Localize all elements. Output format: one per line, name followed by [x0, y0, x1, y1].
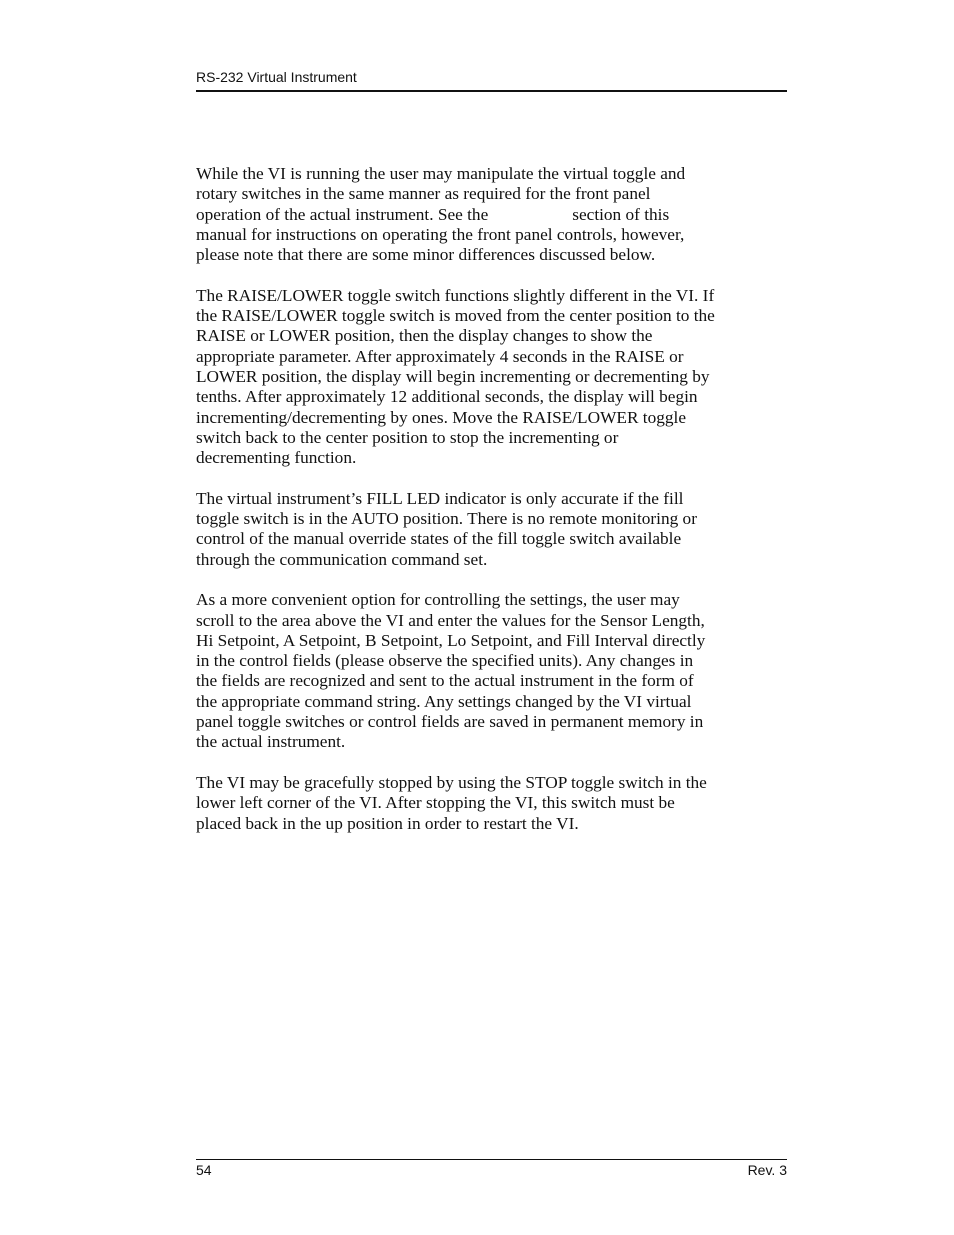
page-footer: [196, 1159, 787, 1183]
header-title: RS-232 Virtual Instrument: [196, 69, 357, 85]
text-fragment: section of this: [572, 204, 670, 224]
text-fragment: operation of the actual instrument. See the: [196, 204, 489, 224]
text-line: appropriate parameter. After approximately 4 seconds in the RAISE or: [196, 346, 684, 366]
text-line: scroll to the area above the VI and enter the values for the Sensor Length,: [196, 610, 705, 630]
text-line: the appropriate command string. Any settings changed by the VI virtual: [196, 691, 692, 711]
text-line: please note that there are some minor differences discussed below.: [196, 245, 656, 265]
page-header: [196, 68, 787, 92]
page-number: 54: [196, 1162, 212, 1178]
text-line: through the communication command set.: [196, 549, 488, 569]
text-line: the fields are recognized and sent to the actual instrument in the form of: [196, 671, 694, 691]
paragraph-fill-led: [196, 489, 796, 570]
paragraph-control-fields: [196, 590, 796, 752]
text-line: LOWER position, the display will begin incrementing or decrementing by: [196, 366, 710, 386]
text-line: The VI may be gracefully stopped by using the STOP toggle switch in the: [196, 772, 707, 792]
text-line: Hi Setpoint, A Setpoint, B Setpoint, Lo Setpoint, and Fill Interval directly: [196, 630, 706, 650]
paragraph-vi-running: [196, 164, 796, 265]
text-line: RAISE or LOWER position, then the display changes to show the: [196, 326, 653, 346]
text-line: incrementing/decrementing by ones. Move the RAISE/LOWER toggle: [196, 407, 687, 427]
paragraph-stop-vi: [196, 773, 796, 834]
text-line: panel toggle switches or control fields are saved in permanent memory in: [196, 712, 704, 732]
text-line: toggle switch is in the AUTO position. There is no remote monitoring or: [196, 509, 697, 529]
text-line: rotary switches in the same manner as required for the front panel: [196, 184, 651, 204]
text-line: placed back in the up position in order to restart the VI.: [196, 813, 579, 833]
text-line: As a more convenient option for controlling the settings, the user may: [196, 590, 680, 610]
text-line: the RAISE/LOWER toggle switch is moved from the center position to the: [196, 306, 715, 326]
text-line: The virtual instrument’s FILL LED indicator is only accurate if the fill: [196, 488, 684, 508]
text-line: While the VI is running the user may manipulate the virtual toggle and: [196, 164, 686, 183]
text-line: tenths. After approximately 12 additional seconds, the display will begin: [196, 387, 698, 407]
paragraph-raise-lower: [196, 286, 796, 469]
text-line: manual for instructions on operating the front panel controls, however,: [196, 224, 685, 244]
text-line: switch back to the center position to stop the incrementing or: [196, 427, 619, 447]
revision-label: Rev. 3: [747, 1162, 787, 1178]
text-line: control of the manual override states of the fill toggle switch available: [196, 529, 682, 549]
text-line-with-gap: [196, 205, 796, 225]
body-text: [196, 164, 796, 854]
text-line: The RAISE/LOWER toggle switch functions slightly different in the VI. If: [196, 285, 715, 305]
text-line: decrementing function.: [196, 448, 357, 468]
text-line: the actual instrument.: [196, 732, 346, 752]
text-line: lower left corner of the VI. After stopping the VI, this switch must be: [196, 793, 675, 813]
text-line: in the control fields (please observe the specified units). Any changes in: [196, 651, 694, 671]
